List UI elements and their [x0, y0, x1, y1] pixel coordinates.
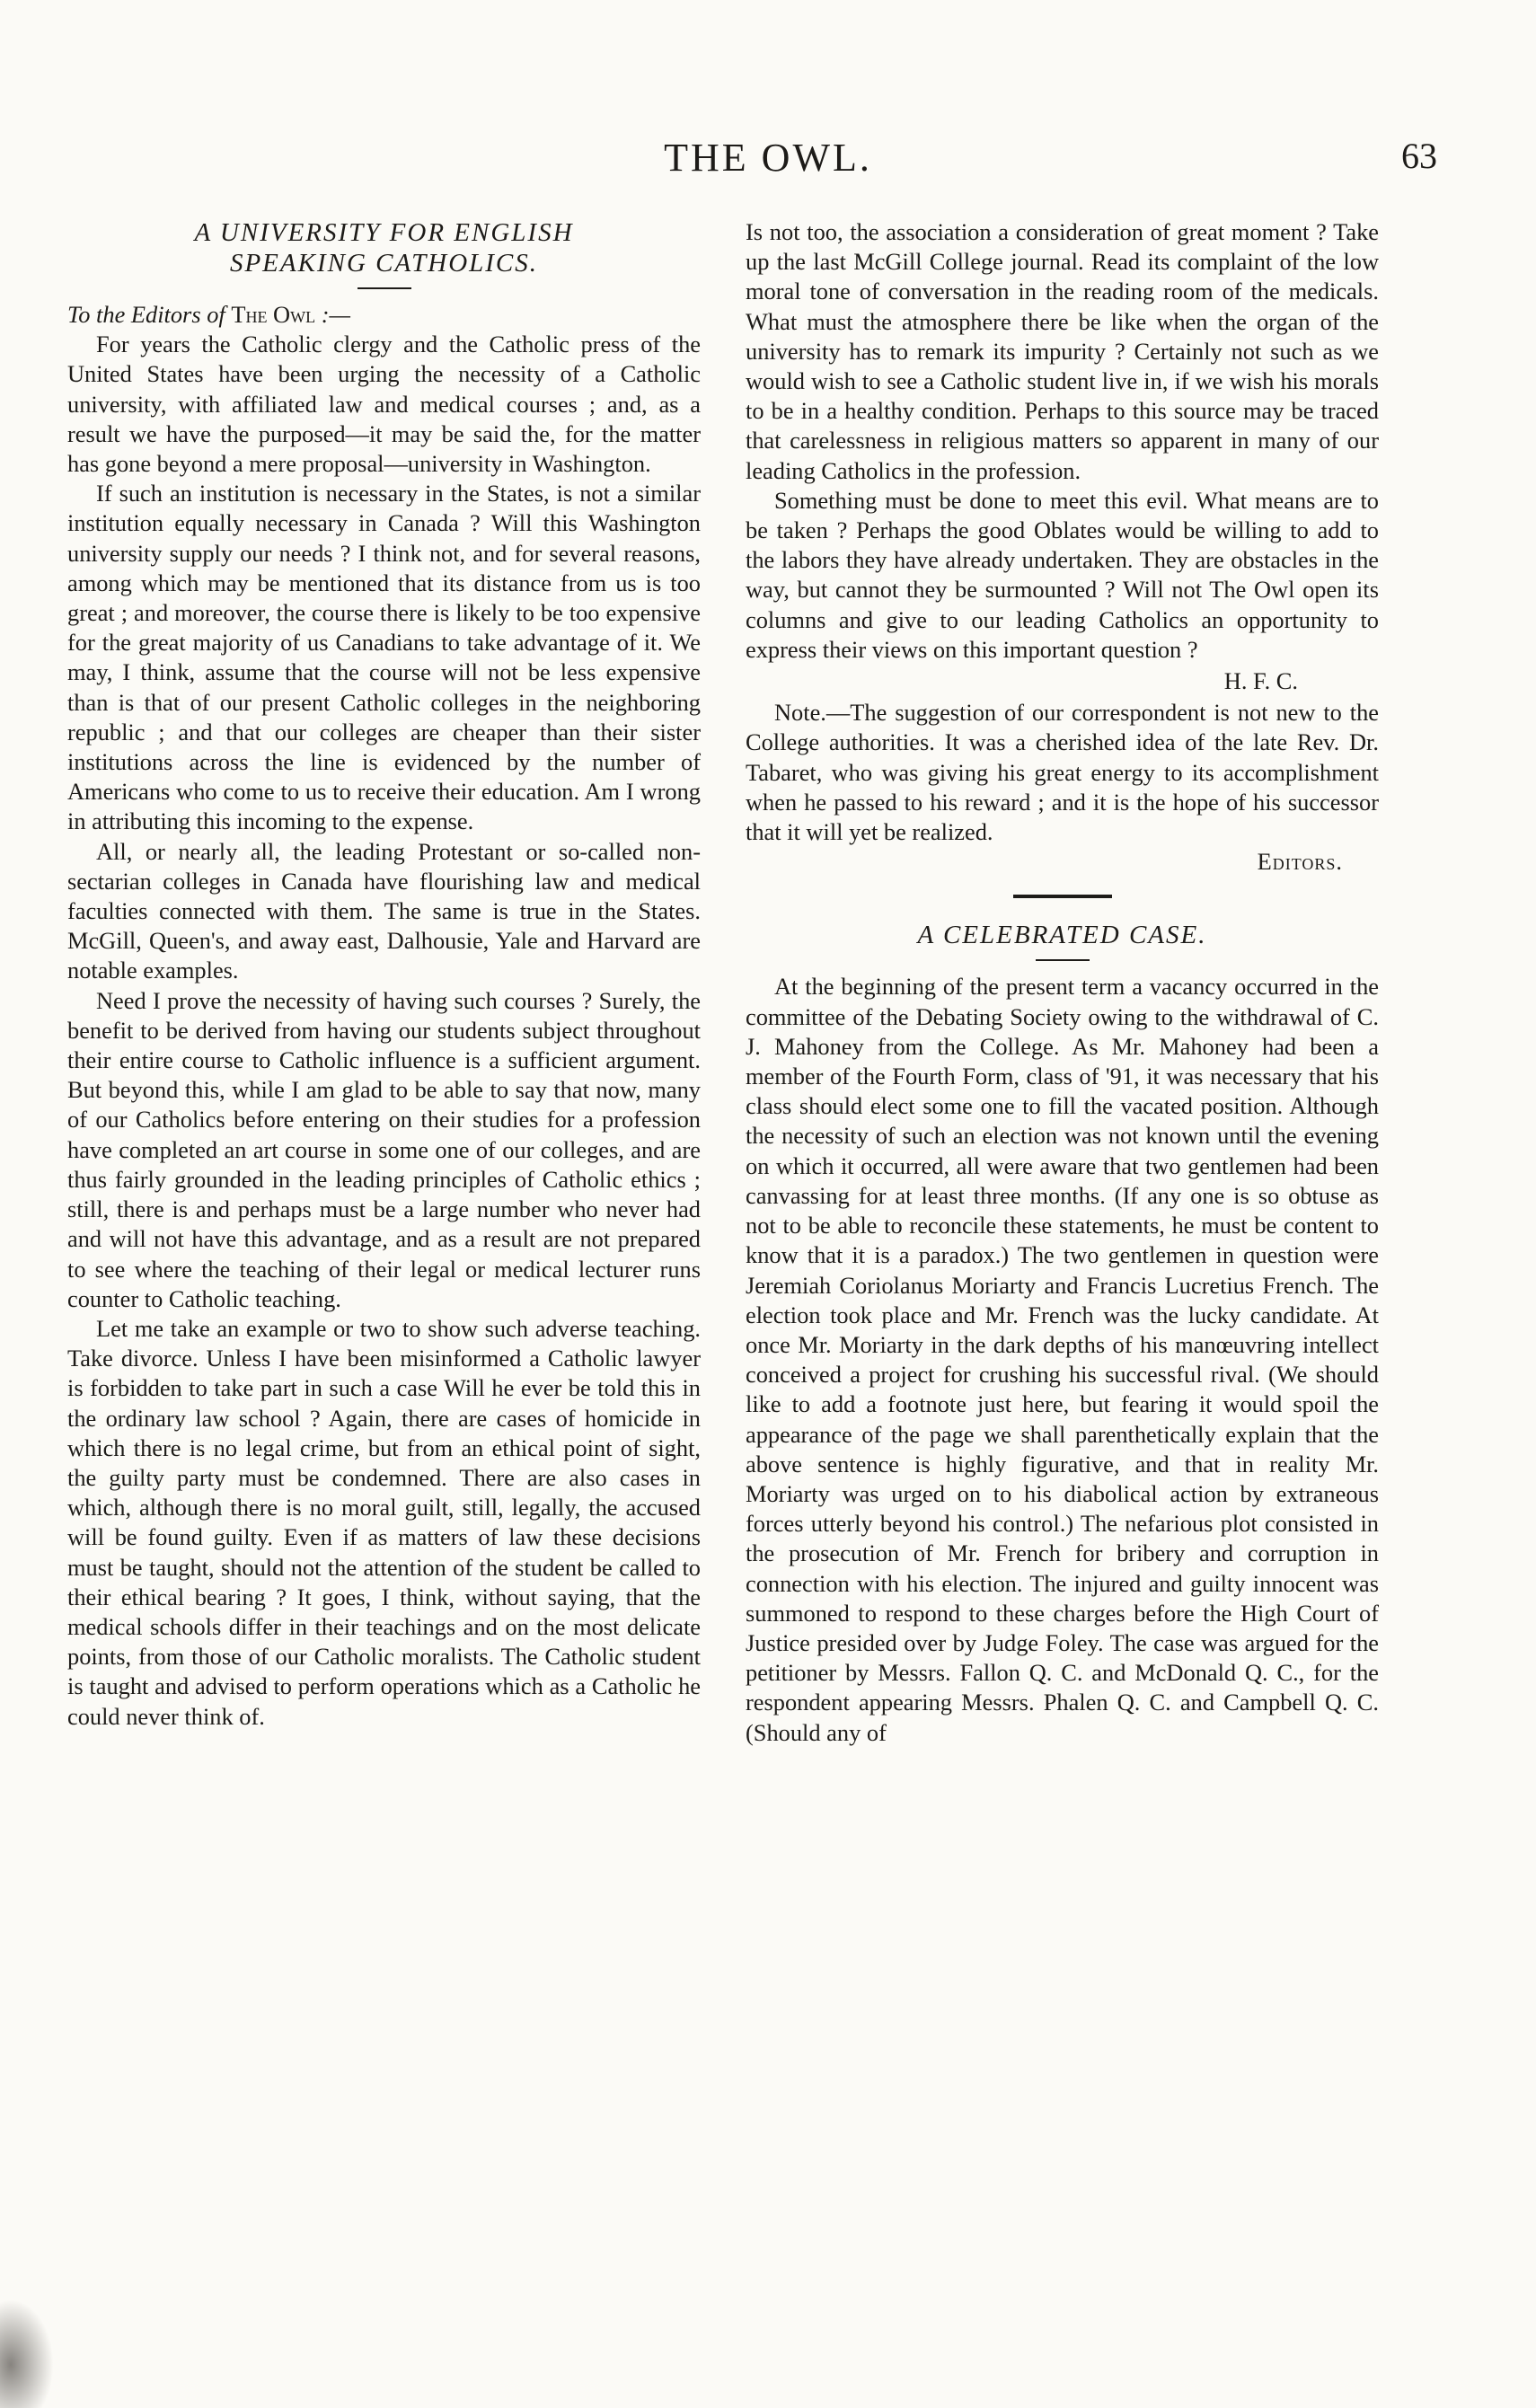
title-rule [1036, 959, 1090, 961]
salutation-name: The Owl [231, 301, 316, 328]
article-title-line: A UNIVERSITY FOR ENGLISH [194, 218, 574, 247]
editors-signature: Editors. [1257, 848, 1343, 876]
page-stain [0, 2299, 54, 2408]
author-signature: H. F. C. [1223, 667, 1298, 695]
body-paragraph: Something must be done to meet this evil. What means are to be taken ? Perhaps the good Oblates would be willing to add to the labors they have already undertaken. They are obstacles in the way, but cannot they be surmounted ? Will not The Owl open its columns and give to our leading Catholics an opportunity to express their views on this important question ? [746, 486, 1379, 663]
title-rule [358, 287, 411, 289]
journal-title: THE OWL. [664, 136, 872, 180]
page-number: 63 [1401, 136, 1437, 176]
editors-note: Note.—The suggestion of our correspondent is not new to the College authorities. It was a cherished idea of the late Rev. Dr. Tabaret, who was giving his great energy to its accomplishment when he passed to his reward ; and it is the hope of his successor that it will yet be realized. [746, 699, 1379, 846]
body-paragraph: Need I prove the necessity of having such courses ? Surely, the benefit to be derived from having our students subject throughout their entire course to Catholic influence is a sufficient argument. But beyond this, while I am glad to be able to say that now, many of our Catholics before entering on their studies for a profession have completed an art course in some one of our colleges, and are thus fairly grounded in the leading principles of Catholic ethics ; still, there is and perhaps must be a large number who never had and will not have this advantage, and as a result are not prepared to see where the teaching of their legal or medical lecturer runs counter to Catholic teaching. [67, 986, 701, 1312]
section-separator [1013, 895, 1112, 898]
body-paragraph: At the beginning of the present term a vacancy occurred in the committee of the Debating Society owing to the withdrawal of C. J. Mahoney from the College. As Mr. Mahoney had been a member of the Fourth Form, class of '91, it was necessary that his class should elect some one to fill the vacated position. Although the necessity of such an election was not known until the evening on which it occurred, all were aware that two gentlemen had been canvassing for at least three months. (If any one is so obtuse as not to be able to reconcile these statements, he must be content to know that it is a paradox.) The two gentlemen in question were Jeremiah Coriolanus Moriarty and Francis Lucretius French. The election took place and Mr. French was the lucky candidate. At once Mr. Moriarty in the dark depths of his manœuvring intellect conceived a project for crushing his successful rival. (We should like to add a footnote just here, but fearing it would spoil the appearance of the page we shall parenthetically explain that the above sentence is highly figurative, and that in reality Mr. Moriarty was urged on to his diabolical action by extraneous forces utterly beyond his control.) The nefarious plot consisted in the prosecution of Mr. French for bribery and corruption in connection with his election. The injured and guilty innocent was summoned to respond to these charges before the High Court of Justice presided over by Judge Foley. The case was argued for the petitioner by Messrs. Fallon Q. C. and McDonald Q. C., for the respondent appearing Messrs. Phalen Q. C. and Campbell Q. C. (Should any of [746, 973, 1379, 1746]
salutation [67, 300, 701, 330]
body-paragraph: If such an institution is necessary in the States, is not a similar institution equally necessary in Canada ? Will this Washington university supply our needs ? I think not, and for several reasons, among which may be mentioned that its distance from us is too great ; and moreover, the course there is likely to be too expensive for the great majority of us Canadians to take advantage of it. We may, I think, assume that the course will not be less expensive than is that of our present Catholic colleges in the neighboring republic ; and that our colleges are cheaper than their sister institutions across the line is evidenced by the number of Americans who come to us to receive their education. Am I wrong in attributing this incoming to the expense. [67, 480, 701, 835]
body-paragraph: For years the Catholic clergy and the Catholic press of the United States have been urging the necessity of a Catholic university, with affiliated law and medical courses ; and, as a result we have the purposed—it may be said the, for the matter has gone beyond a mere proposal—university in Washington. [67, 331, 701, 478]
right-column [746, 217, 1379, 1748]
body-paragraph: Let me take an example or two to show such adverse teaching. Take divorce. Unless I have been misinformed a Catholic lawyer is forbidden to take part in such a case Will he ever be told this in the ordinary law school ? Again, there are cases of homicide in which there is no legal crime, but from an ethical point of sight, the guilty party must be condemned. There are also cases in which, although there is no moral guilt, still, legally, the accused will be found guilty. Even if as matters of law these decisions must be taught, should not the attention of the student be called to their ethical bearing ? It goes, I think, without saying, that the medical schools differ in their teachings and on the most delicate points, from those of our Catholic moralists. The Catholic student is taught and advised to perform operations which as a Catholic he could never think of. [67, 1314, 701, 1730]
article-title [67, 217, 701, 278]
salutation-prefix: To the Editors of [67, 301, 225, 328]
article-title: A CELEBRATED CASE. [917, 921, 1207, 950]
left-column [67, 217, 701, 1732]
running-header [0, 135, 1536, 189]
body-paragraph: Is not too, the association a consideration of great moment ? Take up the last McGill College journal. Read its complaint of the low moral tone of conversation in the reading room of the medicals. What must the atmosphere there be like when the organ of the university has to remark its impurity ? Certainly not such as we would wish to see a Catholic student live in, if we wish his morals to be in a healthy condition. Perhaps to this source may be traced that carelessness in religious matters so apparent in many of our leading Catholics in the profession. [746, 218, 1379, 484]
body-paragraph: All, or nearly all, the leading Protestant or so-called non-sectarian colleges in Canada have flourishing law and medical faculties connected with them. The same is true in the States. McGill, Queen's, and away east, Dalhousie, Yale and Harvard are notable examples. [67, 837, 701, 984]
article-title-line: SPEAKING CATHOLICS. [229, 249, 539, 278]
salutation-suffix: :— [321, 301, 350, 328]
